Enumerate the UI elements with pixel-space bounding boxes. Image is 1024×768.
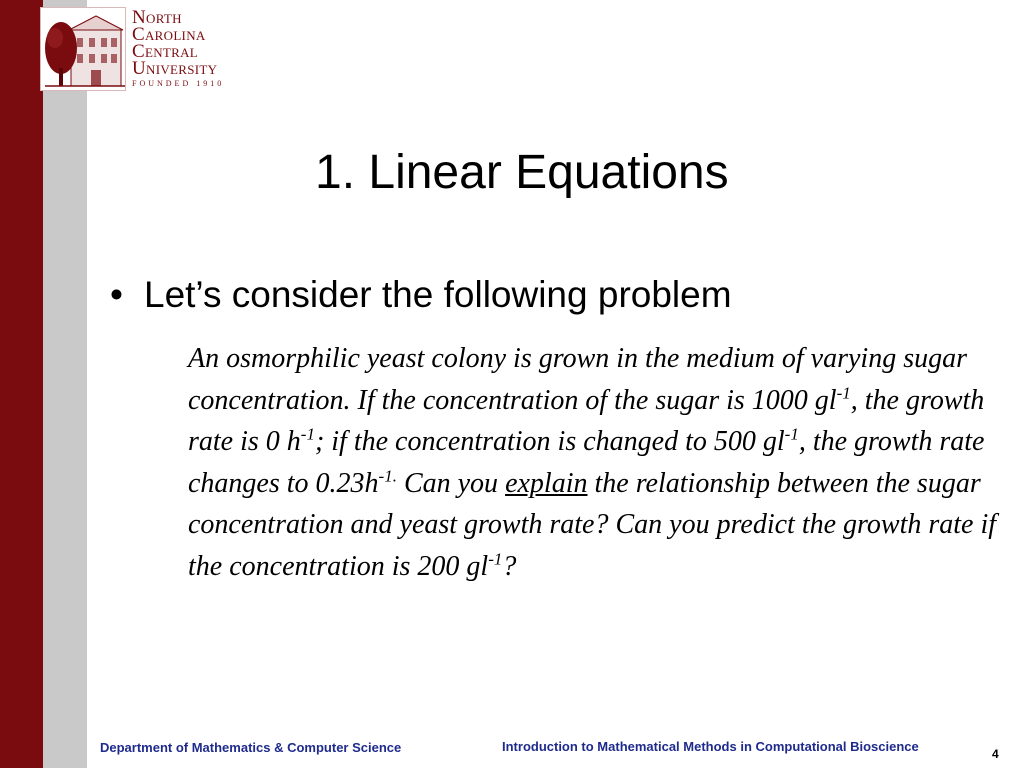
superscript-1: -1 (836, 383, 851, 403)
wordmark-line-1: North (132, 6, 182, 28)
underlined-word: explain (505, 467, 588, 499)
problem-text-1: An osmorphilic yeast colony is grown in the medium of varying sugar concentration. If the concentration of the sugar is 1000 gl (188, 343, 967, 416)
wordmark-line-4: University (132, 57, 218, 79)
left-red-stripe (0, 0, 43, 768)
problem-text-4: , the growth rate changes to 0.23h (188, 426, 985, 499)
problem-text-5: Can you (396, 467, 506, 499)
university-logo (40, 6, 250, 92)
superscript-3: -1 (784, 424, 799, 444)
problem-statement (188, 338, 1003, 587)
founded-text: FOUNDED 1910 (132, 78, 225, 88)
bullet-dot-icon: • (110, 274, 123, 315)
university-wordmark (132, 6, 225, 90)
problem-text-7: ? (502, 550, 517, 582)
slide-title: 1. Linear Equations (315, 146, 729, 199)
wordmark-line-2: Carolina (132, 23, 206, 45)
left-grey-stripe (43, 0, 87, 768)
page-number: 4 (992, 747, 999, 761)
footer-department: Department of Mathematics & Computer Science (100, 740, 402, 755)
wordmark-line-3: Central (132, 40, 199, 62)
superscript-4: -1. (378, 466, 397, 486)
bullet-text: Let’s consider the following problem (144, 274, 732, 315)
problem-text-2: , the growth rate is 0 h (188, 384, 985, 457)
university-building-tree-icon (40, 7, 126, 91)
superscript-2: -1 (300, 424, 315, 444)
problem-text-6: the relationship between the sugar concentration and yeast growth rate? Can you predict the growth rate if the concentration is 200 gl (188, 467, 997, 582)
bullet-item (110, 274, 732, 316)
superscript-5: -1 (488, 549, 503, 569)
footer-course-title: Introduction to Mathematical Methods in Computational Bioscience (502, 739, 919, 754)
problem-text-3: ; if the concentration is changed to 500 gl (314, 426, 785, 457)
